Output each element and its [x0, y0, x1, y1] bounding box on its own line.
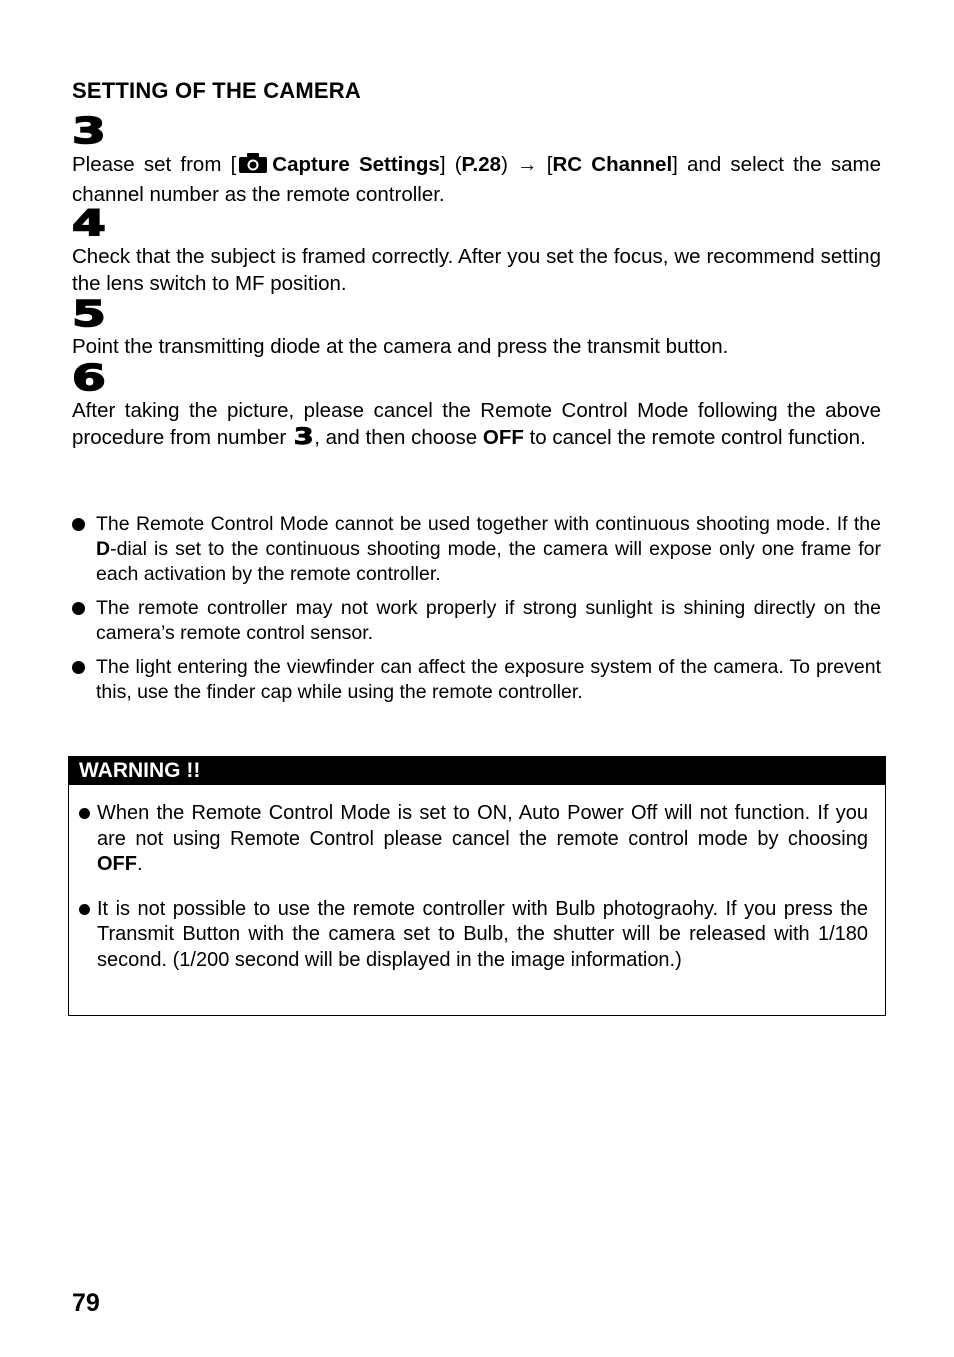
rc-channel-label: RC Channel	[552, 153, 673, 176]
capture-settings-label: Capture Settings	[272, 153, 440, 176]
step-number-4: 4	[72, 203, 106, 244]
camera-icon	[238, 152, 268, 181]
step-4-text: Check that the subject is framed correctly. After you set the focus, we recommend setting the lens switch to MF position.	[72, 245, 881, 295]
step-reference-number: 3	[293, 425, 314, 450]
d-dial-label: D	[96, 538, 111, 560]
warning-list	[79, 801, 868, 992]
notes-list	[72, 512, 881, 714]
list-item: The remote controller may not work properly if strong sunlight is shining directly on the camera’s remote control sensor.	[72, 596, 881, 646]
list-item: When the Remote Control Mode is set to ON, Auto Power Off will not function. If you are not using Remote Control please cancel the remote control mode by choosing OFF.	[79, 801, 868, 878]
arrow-icon: →	[517, 153, 538, 176]
warning-box	[68, 756, 886, 1016]
page-number: 79	[72, 1289, 100, 1317]
step-number-5: 5	[72, 294, 106, 335]
section-heading: SETTING OF THE CAMERA	[72, 78, 361, 103]
list-item: The light entering the viewfinder can affect the exposure system of the camera. To prevent this, use the finder cap while using the remote controller.	[72, 655, 881, 705]
list-item: It is not possible to use the remote controller with Bulb photograohy. If you press the Transmit Button with the camera set to Bulb, the shutter will be released with 1/180 second. (1/200 second will be displayed in the image information.)	[79, 897, 868, 974]
warning-title: WARNING !!	[69, 757, 885, 785]
off-label: OFF	[482, 426, 524, 449]
off-label: OFF	[97, 853, 137, 875]
page-reference: P.28	[461, 153, 502, 176]
step-6-text: After taking the picture, please cancel the Remote Control Mode following the above procedure from number 3, and then choose OFF to cancel the remote control function.	[72, 399, 881, 450]
step-number-3: 3	[72, 111, 106, 152]
step-number-6: 6	[72, 358, 106, 399]
list-item: The Remote Control Mode cannot be used together with continuous shooting mode. If the D-dial is set to the continuous shooting mode, the camera will expose only one frame for each activation by the remote controller.	[72, 512, 881, 587]
step-3-text: Please set from [ Capture Settings] (P.28) → [RC Channel] and select the same channel number as the remote controller.	[72, 153, 881, 206]
step-5-text: Point the transmitting diode at the camera and press the transmit button.	[72, 335, 729, 358]
